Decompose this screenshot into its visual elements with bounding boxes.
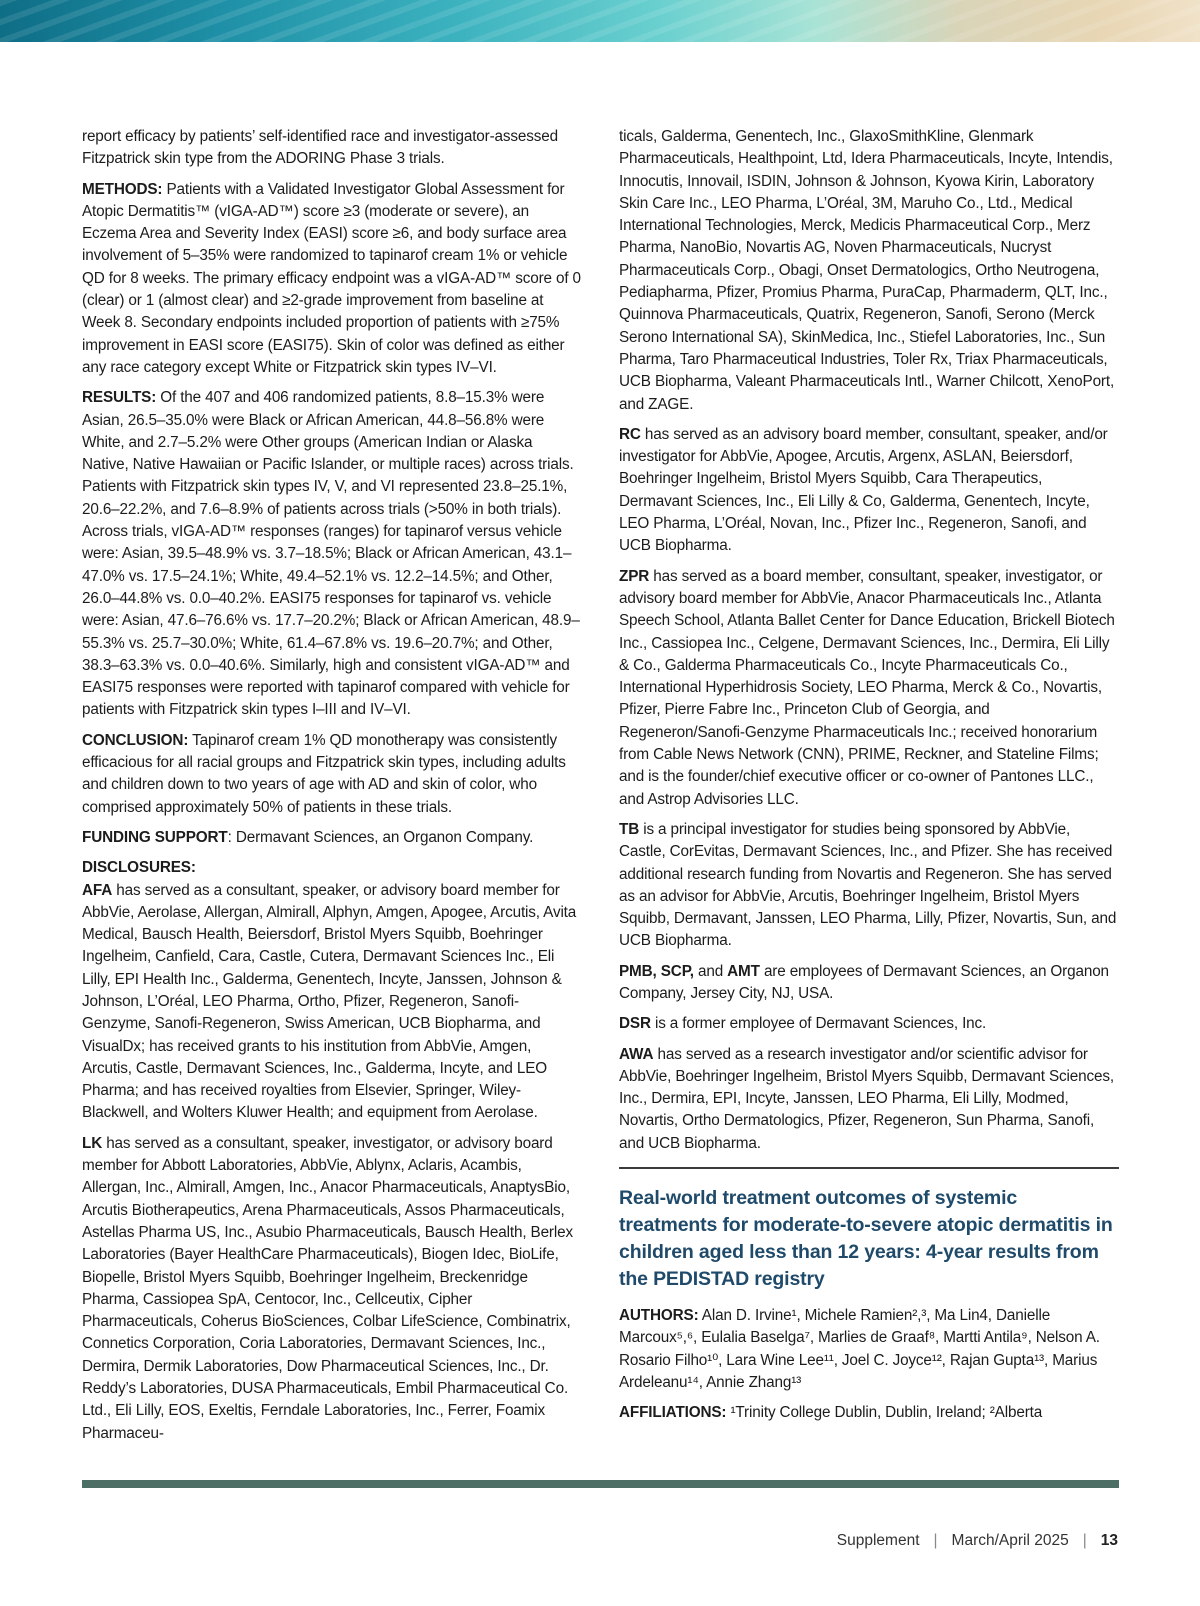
left-column <box>82 126 582 1453</box>
section-divider <box>619 1167 1119 1169</box>
page-footer <box>837 1532 1118 1550</box>
results-paragraph: RESULTS: Of the 407 and 406 randomized patients, 8.8–15.3% were Asian, 26.5–35.0% were Black or African American, 44.8–56.8% were White, and 2.7–5.2% were Other groups (American Indian or Alaska Native, Native Hawaiian or Pacific Islander, or multiple races) across trials. Patients with Fitzpatrick skin types IV, V, and VI represented 23.8–25.1%, 20.6–22.2%, and 7.6–8.9% of patients across trials (>50% in both trials). Across trials, vIGA-AD™ responses (ranges) for tapinarof versus vehicle were: Asian, 39.5–48.9% vs. 3.7–18.5%; Black or African American, 43.1–47.0% vs. 17.5–24.1%; White, 49.4–52.1% vs. 12.2–14.5%; and Other, 26.0–44.8% vs. 0.0–40.2%. EASI75 responses for tapinarof vs. vehicle were: Asian, 47.6–76.6% vs. 17.7–20.2%; Black or African American, 48.9–55.3% vs. 25.7–30.0%; White, 61.4–67.8% vs. 19.6–20.7%; and Other, 38.3–63.3% vs. 0.0–40.6%. Similarly, high and consistent vIGA-AD™ and EASI75 responses were reported with tapinarof compared with vehicle for patients with Fitzpatrick skin types I–III and IV–VI. <box>82 389 580 719</box>
funding-paragraph: FUNDING SUPPORT: Dermavant Sciences, an Organon Company. <box>82 828 534 846</box>
bottom-rule <box>82 1480 1119 1488</box>
publication-name: Supplement <box>836 1532 920 1549</box>
conclusion-paragraph: CONCLUSION: Tapinarof cream 1% QD monotherapy was consistently efficacious for all racial groups and Fitzpatrick skin types, including adults and children down to two years of age with AD and skin of color, who comprised approximately 50% of patients in these trials. <box>82 731 566 816</box>
affiliations-paragraph: AFFILIATIONS: ¹Trinity College Dublin, Dublin, Ireland; ²Alberta <box>619 1404 1043 1422</box>
conclusion-label: CONCLUSION: <box>82 731 189 749</box>
footer-separator: | <box>933 1532 938 1549</box>
page-number: 13 <box>1100 1532 1118 1549</box>
lk-disclosure-continued: ticals, Galderma, Genentech, Inc., GlaxoSmithKline, Glenmark Pharmaceuticals, Healthpoint, Ltd, Idera Pharmaceuticals, Incyte, Intendis, Innocutis, Innovail, ISDIN, Johnson & Johnson, Kyowa Kirin, Laboratory Skin Care Inc., LEO Pharma, L’Oréal, 3M, Maruho Co., Ltd., Medical International Technologies, Merck, Medicis Pharmaceutical Corp., Merz Pharma, NanoBio, Novartis AG, Noven Pharmaceuticals, Nucryst Pharmaceuticals Corp., Obagi, Onset Dermatologics, Ortho Neutrogena, Pediapharma, Pfizer, Promius Pharma, PuraCap, Pharmaderm, QLT, Inc., Quinnova Pharmaceuticals, Quatrix, Regeneron, Sanofi, Serono (Merck Serono International SA), SkinMedica, Inc., Stiefel Laboratories, Inc., Sun Pharma, Taro Pharmaceutical Industries, Toler Rx, Triax Pharmaceuticals, UCB Biopharma, Valeant Pharmaceuticals Intl., Warner Chilcott, XenoPort, and ZAGE. <box>619 128 1115 413</box>
tb-disclosure: TB is a principal investigator for studies being sponsored by AbbVie, Castle, CorEvitas, Dermavant Sciences, Inc., and Pfizer. She has received additional research funding from Novartis and Regeneron. She has served as an advisor for AbbVie, Arcutis, Boehringer Ingelheim, Bristol Myers Squibb, Dermavant, Janssen, LEO Pharma, Lilly, Pfizer, Novartis, Sun, and UCB Biopharma. <box>619 820 1117 950</box>
right-column <box>619 126 1119 1433</box>
methods-label: METHODS: <box>82 180 163 198</box>
afa-disclosure: AFA has served as a consultant, speaker, or advisory board member for AbbVie, Aerolase, Allergan, Almirall, Alphyn, Amgen, Apogee, Arcutis, Avita Medical, Bausch Health, Beiersdorf, Bristol Myers Squibb, Boehringer Ingelheim, Canfield, Cara, Castle, Cutera, Dermavant Sciences Inc., Eli Lilly, EPI Health Inc., Galderma, Genentech, Incyte, Janssen, Johnson & Johnson, L’Oréal, LEO Pharma, Ortho, Pfizer, Regeneron, Sanofi-Genzyme, Sanofi-Regeneron, Swiss American, UCB Biopharma, and VisualDx; has received grants to his institution from AbbVie, Amgen, Arcutis, Castle, Dermavant Sciences, Inc., Galderma, Incyte, and LEO Pharma; and has received royalties from Elsevier, Springer, Wiley-Blackwell, and Wolters Kluwer Health; and equipment from Aerolase. <box>82 881 577 1122</box>
header-banner-image <box>0 0 1200 42</box>
article-title: Real-world treatment outcomes of systemic treatments for moderate-to-severe atopic dermatitis in children aged less than 12 years: 4-year results from the PEDISTAD registry <box>619 1187 1113 1291</box>
awa-disclosure: AWA has served as a research investigator and/or scientific advisor for AbbVie, Boehringer Ingelheim, Bristol Myers Squibb, Dermavant Sciences, Inc., Dermira, EPI, Incyte, Janssen, LEO Pharma, Eli Lilly, Modmed, Novartis, Ortho Dermatologics, Pfizer, Regeneron, Sun Pharma, Sanofi, and UCB Biopharma. <box>619 1045 1114 1152</box>
zpr-disclosure: ZPR has served as a board member, consultant, speaker, investigator, or advisory board member for AbbVie, Anacor Pharmaceuticals Inc., Atlanta Speech School, Atlanta Ballet Center for Dance Education, Brickell Biotech Inc., Cassiopea Inc., Celgene, Dermavant Sciences, Inc., Dermira, Eli Lilly & Co., Galderma Pharmaceuticals Co., Incyte Pharmaceuticals Co., International Hyperhidrosis Society, LEO Pharma, Merck & Co., Novartis, Pfizer, Pierre Fabre Inc., Princeton Club of Georgia, and Regeneron/Sanofi-Genzyme Pharmaceuticals Inc.; received honorarium from Cable News Network (CNN), PRIME, Reckner, and Stateline Films; and is the founder/chief executive officer or co-owner of Pantones LLC., and Astrop Advisories LLC. <box>619 567 1115 808</box>
disclosures-heading: DISCLOSURES: <box>82 859 196 877</box>
dsr-disclosure: DSR is a former employee of Dermavant Sciences, Inc. <box>619 1015 987 1033</box>
issue-date: March/April 2025 <box>951 1532 1069 1549</box>
funding-label: FUNDING SUPPORT <box>82 828 228 846</box>
pmb-disclosure: PMB, SCP, and AMT are employees of Dermavant Sciences, an Organon Company, Jersey City, NJ, USA. <box>619 962 1109 1002</box>
results-label: RESULTS: <box>82 389 157 407</box>
intro-paragraph: report efficacy by patients’ self-identified race and investigator-assessed Fitzpatrick skin type from the ADORING Phase 3 trials. <box>82 128 558 168</box>
authors-paragraph: AUTHORS: Alan D. Irvine¹, Michele Ramien²,³, Ma Lin4, Danielle Marcoux⁵,⁶, Eulalia Baselga⁷, Marlies de Graaf⁸, Martti Antila⁹, Nelson A. Rosario Filho¹⁰, Lara Wine Lee¹¹, Joel C. Joyce¹², Rajan Gupta¹³, Marius Ardeleanu¹⁴, Annie Zhang¹³ <box>619 1307 1100 1391</box>
methods-paragraph: METHODS: Patients with a Validated Investigator Global Assessment for Atopic Dermatitis™ (vIGA-AD™) score ≥3 (moderate or severe), an Eczema Area and Severity Index (EASI) score ≥6, and body surface area involvement of 5–35% were randomized to tapinarof cream 1% or vehicle QD for 8 weeks. The primary efficacy endpoint was a vIGA-AD™ score of 0 (clear) or 1 (almost clear) and ≥2-grade improvement from baseline at Week 8. Secondary endpoints included proportion of patients with ≥75% improvement in EASI score (EASI75). Skin of color was defined as either any race category except White or Fitzpatrick skin types IV–VI. <box>82 180 581 376</box>
rc-disclosure: RC has served as an advisory board member, consultant, speaker, and/or investigator for AbbVie, Apogee, Arcutis, Argenx, ASLAN, Beiersdorf, Boehringer Ingelheim, Bristol Myers Squibb, Cara Therapeutics, Dermavant Sciences, Inc., Eli Lilly & Co, Galderma, Genentech, Incyte, LEO Pharma, L’Oréal, Novan, Inc., Pfizer Inc., Regeneron, Sanofi, and UCB Biopharma. <box>619 425 1108 555</box>
footer-separator: | <box>1082 1532 1087 1549</box>
lk-disclosure: LK has served as a consultant, speaker, investigator, or advisory board member for Abbott Laboratories, AbbVie, Ablynx, Aclaris, Acambis, Allergan, Inc., Almirall, Amgen, Inc., Anacor Pharmaceuticals, AnaptysBio, Arcutis Biotherapeutics, Arena Pharmaceuticals, Assos Pharmaceuticals, Astellas Pharma US, Inc., Asubio Pharmaceuticals, Bausch Health, Berlex Laboratories (Bayer HealthCare Pharmaceuticals), Biogen Idec, BioLife, Biopelle, Bristol Myers Squibb, Boehringer Ingelheim, Breckenridge Pharma, Cassiopea SpA, Centocor, Inc., Cellceutix, Cipher Pharmaceuticals, Coherus BioSciences, Colbar LifeScience, Combinatrix, Connetics Corporation, Coria Laboratories, Dermavant Sciences, Inc., Dermira, Dermik Laboratories, Dow Pharmaceutical Sciences, Inc., Dr. Reddy’s Laboratories, DUSA Pharmaceuticals, Embil Pharmaceutical Co. Ltd., Eli Lilly, EOS, Exeltis, Ferndale Laboratories, Inc., Ferrer, Foamix Pharmaceu- <box>82 1134 573 1442</box>
